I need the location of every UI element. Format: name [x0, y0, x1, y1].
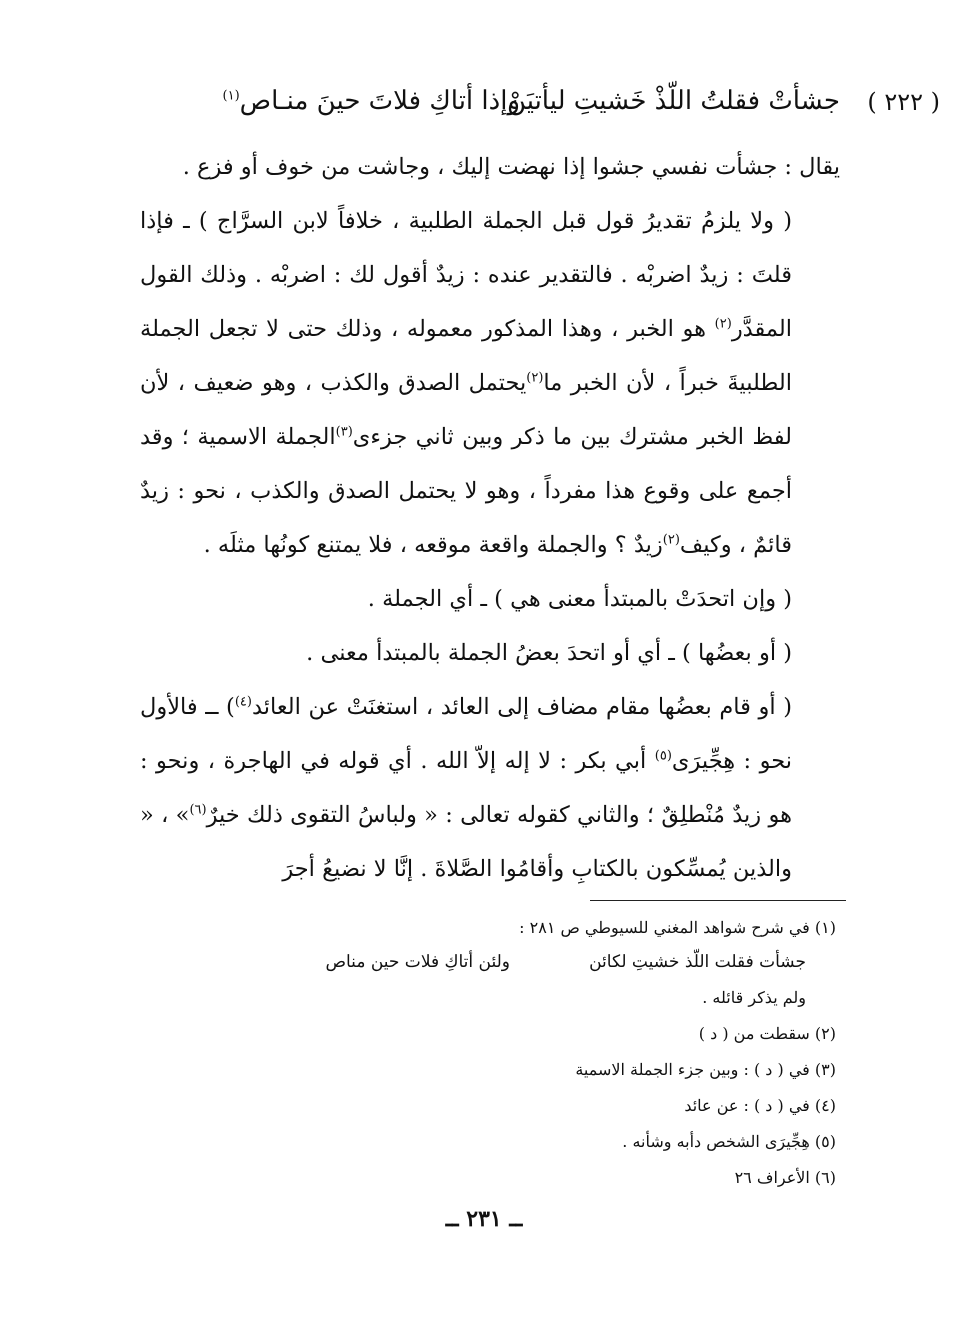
- footnote-hemistich-left: ولئن أتاكِ فلات حين مناص: [325, 952, 510, 972]
- verse-line: [140, 82, 940, 134]
- footnote-4: (٤) في ( د ) : عن عائد: [684, 1096, 836, 1115]
- footnote-marker[interactable]: (١): [222, 88, 240, 104]
- paragraph: ( وإن اتحدَتْ بالمبتدأ معنى هي ) ـ أي الجملة .: [367, 586, 792, 612]
- verse-hemistich-right: جشأتْ فقلتُ اللّذْ خَشيتِ ليأتيَنْ: [506, 86, 840, 116]
- footnote-marker[interactable]: (٤): [234, 694, 252, 710]
- footnote-2: (٢) سقطت من ( د ): [698, 1024, 836, 1043]
- footnote-1: (١) في شرح شواهد المغني للسيوطي ص ٢٨١ :: [519, 918, 836, 937]
- verse-hemistich-left: وإذا أتاكِ فلاتَ حينَ منـاص$^{(١)}$: [222, 86, 520, 116]
- paragraph: ( ولا يلزمُ تقديرُ قول قبل الجملة الطلبية ، خلافاً لابن السرَّاج ) ـ فإذا قلتَ : زيدٌ اضربْه . فالتقدير عنده : زيدٌ أقول لك : اضربْه . وذلك القول المقدَّر$^{(٢)}$ هو الخبر ، وهذا المذكور معموله ، وذلك حتى لا تجعل الجملة الطلبيةَ خبراً ، لأن الخبر ما$^{(٢)}$يحتمل الصدق والكذب ، وهو ضعيف ، لأن لفظ الخبر مشترك بين ما ذكر وبين ثاني جزءى$^{(٣)}$الجملة الاسمية ؛ وقد أجمع على وقوع هذا مفرداً ، وهو لا يحتمل الصدق والكذب ، نحو : زيدٌ قائمٌ ، وكيف$^{(٢)}$زيدٌ ؟ والجملة واقعة موقعه ، فلا يمتنع كونُها مثلَه .: [140, 208, 792, 558]
- paragraph: يقال : جشأت نفسي جشوا إذا نهضت إليك ، وجاشت من خوف أو فزع .: [182, 154, 840, 180]
- footnote-marker[interactable]: (٢): [714, 316, 732, 332]
- footnote-6: (٦) الأعراف ٢٦: [734, 1168, 836, 1187]
- footnote-marker[interactable]: (٦): [189, 802, 207, 818]
- footnote-marker[interactable]: (٥): [654, 748, 672, 764]
- footnote-verse: [150, 946, 836, 980]
- footnote-divider: [590, 900, 846, 901]
- footnote-marker[interactable]: (٣): [335, 424, 353, 440]
- footnote-marker[interactable]: (٢): [526, 370, 544, 386]
- footnote-marker[interactable]: (٢): [662, 532, 680, 548]
- footnote-hemistich-right: جشأت فقلت اللّذ خشيتِ لكائن: [589, 952, 806, 972]
- main-text: [140, 140, 840, 896]
- footnote-3: (٣) في ( د ) : وبين جزء الجملة الاسمية: [575, 1060, 836, 1079]
- paragraph: ( أو بعضُها ) ـ أي أو اتحدَ بعضُ الجملة بالمبتدأ معنى .: [306, 640, 792, 666]
- verse-number: ( ٢٢٢ ): [867, 88, 940, 116]
- footnotes: [150, 910, 836, 1196]
- paragraph: ( أو قام بعضُها مقام مضاف إلى العائد ، استغنَتْ عن العائد$^{(٤)}$) ــ فالأول نحو : هِجِّيرَى$^{(٥)}$ أبي بكر : لا إله إلاّ الله . أي قوله في الهاجرة ، ونحو : هو زيدٌ مُنْطلِقٌ ؛ والثاني كقوله تعالى : « ولباسُ التقوى ذلك خيرٌ$^{(٦)}$» ، « والذين يُمسِّكون بالكتابِ وأقامُوا الصَّلاةَ . إنَّا لا نضيعُ أجرَ: [140, 694, 792, 882]
- footnote-1-note: ولم يذكر قائله .: [702, 988, 806, 1007]
- footnote-5: (٥) هِجِّيرَى الشخص دأبه وشأنه .: [622, 1132, 836, 1151]
- page-number: ــ ٢٣١ ــ: [445, 1206, 523, 1232]
